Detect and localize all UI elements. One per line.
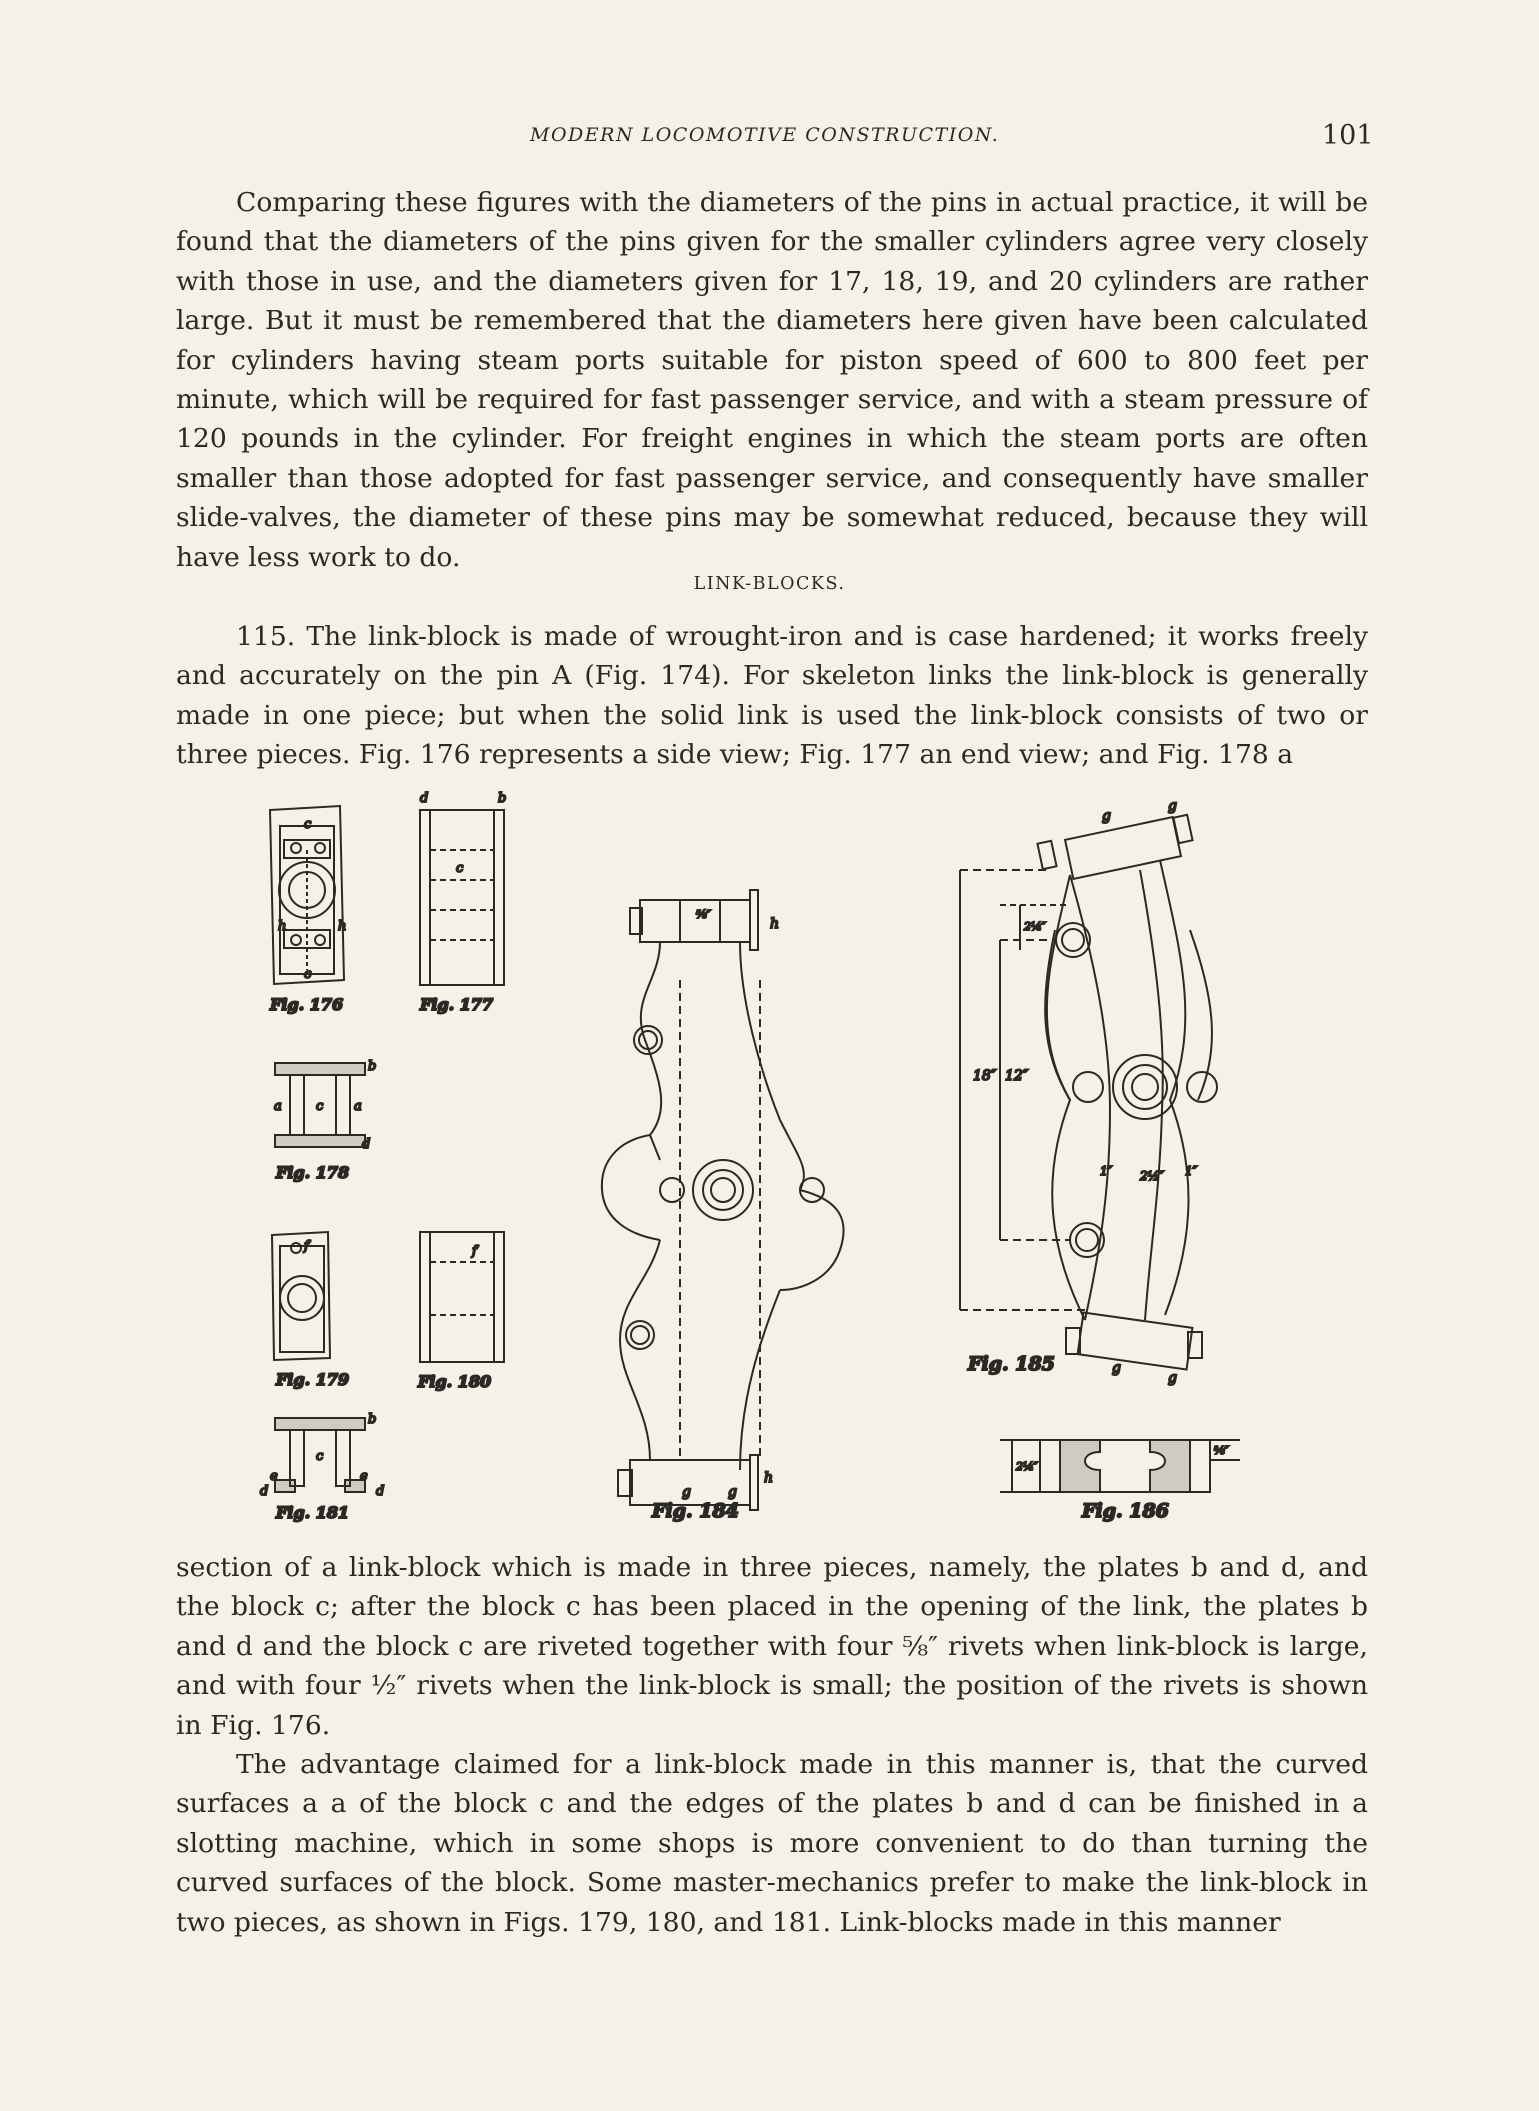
fig-178-label-c: c <box>316 1099 324 1114</box>
fig-180-drawing <box>420 1232 504 1362</box>
fig-179-caption: Fig. 179 <box>276 1370 350 1389</box>
fig-184-dim-5-8: ⅝″ <box>696 908 711 921</box>
paragraph-pins-comparison: Comparing these figures with the diameters of the pins in actual practice, it will be found that the diameters of the pins given for the smaller cylinders agree very closely with those in use, and the diameters given for 17, 18, 19, and 20 cylinders are rather large. But it must be remembered that the diameters here given have been calculated for cylinders having steam ports suitable for piston speed of 600 to 800 feet per minute, which will be required for fast passenger service, and with a steam pressure of 120 pounds in the cylinder. For freight engines in which the steam ports are often smaller than those adopted for fast passenger service, and consequently have smaller slide-valves, the diameter of these pins may be somewhat reduced, because they will have less work to do. <box>176 187 1368 573</box>
fig-178-label-b: b <box>368 1059 377 1074</box>
fig-181-label-c: c <box>316 1449 324 1464</box>
fig-177-drawing <box>420 810 504 985</box>
fig-178-label-a-right: a <box>354 1099 362 1114</box>
fig-184-label-h-top: h <box>770 916 780 932</box>
fig-186-caption: Fig. 186 <box>1082 1500 1169 1522</box>
fig-177-caption: Fig. 177 <box>420 995 494 1014</box>
fig-177-label-c: c <box>456 861 464 876</box>
fig-181-caption: Fig. 181 <box>276 1503 350 1522</box>
page-number: 101 <box>1322 120 1374 151</box>
fig-185-label-g-top-right: g <box>1168 798 1177 814</box>
fig-176-drawing <box>270 806 347 984</box>
fig-184-drawing <box>602 890 844 1510</box>
fig-185-dim-2-1-2: 2½″ <box>1140 1169 1164 1183</box>
fig-178-caption: Fig. 178 <box>276 1163 350 1182</box>
fig-185-dim-12: 12″ <box>1005 1068 1029 1084</box>
running-title: MODERN LOCOMOTIVE CONSTRUCTION. <box>530 124 1000 146</box>
link-block-drawings <box>240 780 1250 1520</box>
fig-185-drawing <box>960 815 1217 1370</box>
paragraph-link-block-intro: 115. The link-block is made of wrought-iron and is case hardened; it works freely and accurately on the pin A (Fig. 174). For skeleton links the link-block is generally made in one piece; but when the solid link is used the link-block consists of two or three pieces. Fig. 176 represents a side view; Fig. 177 an end view; and Fig. 178 a <box>176 621 1368 771</box>
section-title-link-blocks: LINK-BLOCKS. <box>693 574 846 594</box>
fig-176-label-c-bottom: c <box>304 967 312 982</box>
fig-186-dim-2-1-4: 2¼″ <box>1016 1460 1038 1473</box>
fig-185-caption: Fig. 185 <box>968 1353 1055 1375</box>
fig-181-label-e-left: e <box>270 1469 278 1484</box>
paragraph-link-block-section: section of a link-block which is made in three pieces, namely, the plates b and d, and the block c; after the block c has been placed in the opening of the link, the plates b and d and the block c are riveted together with four ⅝″ rivets when link-block is large, and with four ½″ rivets when the link-block is small; the position of the rivets is shown in Fig. 176. <box>176 1552 1368 1741</box>
fig-176-label-h-right: h <box>338 919 347 934</box>
paragraph-link-block-advantage: The advantage claimed for a link-block made in this manner is, that the curved surfaces a a of the block c and the edges of the plates b and d can be finished in a slotting machine, which in some shops is more convenient to do than turning the curved surfaces of the block. Some master-mechanics prefer to make the link-block in two pieces, as shown in Figs. 179, 180, and 181. Link-blocks made in this manner <box>176 1749 1368 1938</box>
running-head <box>0 120 1539 160</box>
fig-184-label-g-right: g <box>728 1484 737 1500</box>
fig-185-label-g-bottom-left: g <box>1112 1360 1121 1376</box>
fig-180-caption: Fig. 180 <box>418 1372 492 1391</box>
fig-178-label-d: d <box>362 1137 371 1152</box>
fig-179-label-f: f <box>304 1239 309 1254</box>
fig-185-label-g-bottom-right: g <box>1168 1370 1177 1386</box>
fig-184-label-g-left: g <box>682 1484 691 1500</box>
fig-180-label-f: f <box>472 1244 477 1259</box>
fig-185-label-g-top-left: g <box>1102 808 1111 824</box>
fig-179-drawing <box>272 1232 330 1360</box>
fig-178-label-a-left: a <box>274 1099 282 1114</box>
fig-185-dim-2-1-4: 2¼″ <box>1024 920 1046 933</box>
fig-181-label-e-right: e <box>360 1469 368 1484</box>
fig-185-dim-1-right: 1″ <box>1185 1164 1198 1178</box>
figure-plate <box>240 780 1250 1520</box>
fig-185-dim-1-left: 1″ <box>1100 1164 1113 1178</box>
fig-185-dim-18: 18″ <box>973 1068 997 1084</box>
fig-181-label-d-right: d <box>376 1484 385 1499</box>
fig-181-label-b: b <box>368 1412 377 1427</box>
fig-176-caption: Fig. 176 <box>270 995 344 1014</box>
fig-176-label-h-left: h <box>278 919 287 934</box>
fig-186-dim-3-8: ⅜″ <box>1214 1444 1229 1457</box>
fig-176-label-c: c <box>304 817 312 832</box>
fig-184-label-h-bottom: h <box>764 1470 774 1486</box>
fig-177-label-d: d <box>420 791 429 806</box>
fig-181-label-d-left: d <box>260 1484 269 1499</box>
fig-177-label-b: b <box>498 791 507 806</box>
fig-184-caption: Fig. 184 <box>652 1500 739 1522</box>
